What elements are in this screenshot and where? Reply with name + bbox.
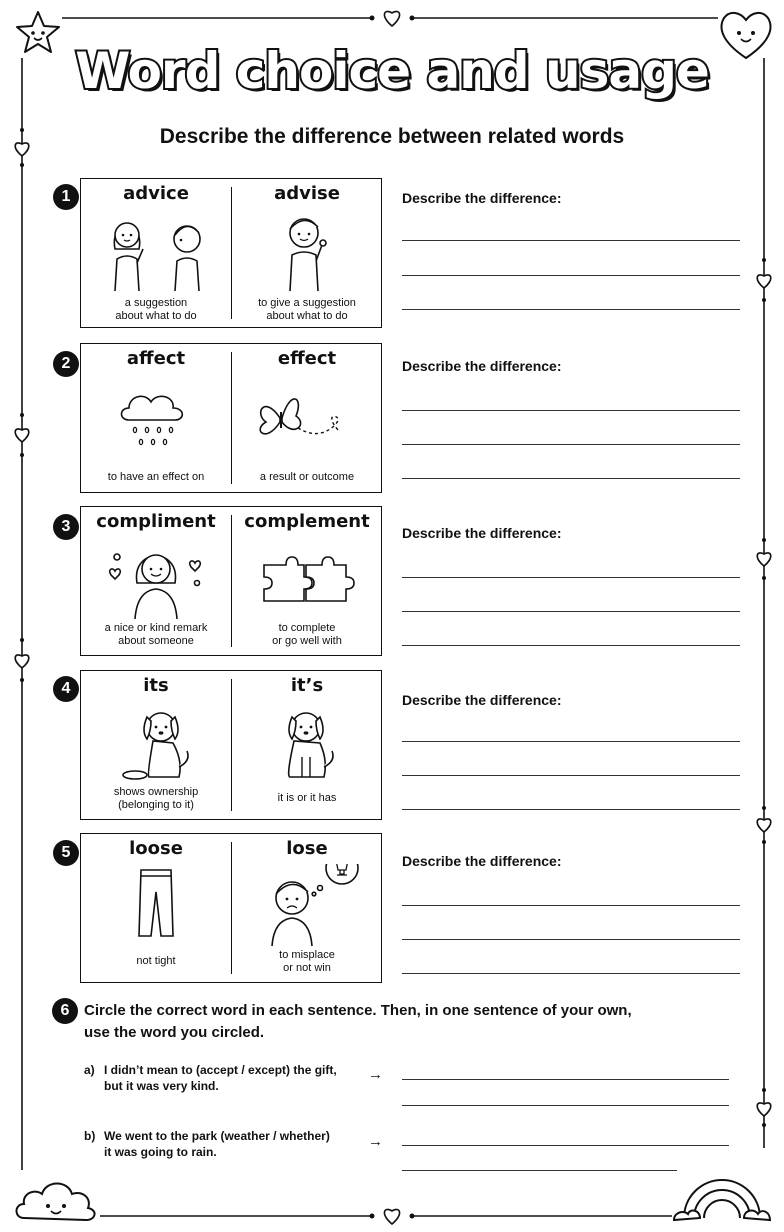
answer-line[interactable] (402, 611, 740, 612)
describe-prompt: Describe the difference: (402, 692, 562, 708)
word-card-1 (80, 178, 382, 328)
sad-boy-trophy-icon (242, 864, 372, 946)
word-left: advice (123, 183, 189, 204)
page-title: Word choice and usage (75, 42, 709, 100)
definition-line: about someone (118, 635, 194, 647)
answer-line[interactable] (402, 275, 740, 276)
girl-and-boy-icon (91, 209, 221, 291)
dog-with-bowl-icon (91, 701, 221, 783)
answer-line[interactable] (402, 775, 740, 776)
word-left: its (143, 675, 169, 696)
item-label: a) (84, 1063, 95, 1077)
boy-pointing-icon (242, 209, 372, 291)
answer-line[interactable] (402, 809, 740, 810)
question-number: 2 (53, 351, 79, 377)
describe-prompt: Describe the difference: (402, 190, 562, 206)
arrow-icon: → (368, 1133, 383, 1150)
word-card-3 (80, 506, 382, 656)
word-right: complement (244, 511, 370, 532)
word-right: lose (286, 838, 328, 859)
answer-line[interactable] (402, 741, 740, 742)
definition-line: a suggestion (124, 297, 188, 309)
word-left: loose (129, 838, 183, 859)
definition-line: to complete (278, 622, 336, 634)
definition-line: shows ownership (113, 786, 199, 798)
answer-line[interactable] (402, 1170, 677, 1171)
answer-line[interactable] (402, 478, 740, 479)
word-right: effect (277, 348, 337, 369)
loose-pants-icon (91, 864, 221, 946)
sentence-line: it was going to rain. (104, 1145, 217, 1159)
rain-cloud-icon (91, 374, 221, 456)
word-card-5 (80, 833, 382, 983)
question-number: 5 (53, 840, 79, 866)
answer-line[interactable] (402, 645, 740, 646)
answer-line[interactable] (402, 905, 740, 906)
sentence-line: I didn’t mean to (accept / except) the gift, (104, 1063, 337, 1077)
question-number: 1 (53, 184, 79, 210)
definition-line: (belonging to it) (118, 799, 194, 811)
question-number: 3 (53, 514, 79, 540)
instruction-line: use the word you circled. (84, 1024, 265, 1041)
sitting-dog-icon (242, 701, 372, 783)
word-left: affect (126, 348, 186, 369)
instruction-line: Circle the correct word in each sentence. Then, in one sentence of your own, (84, 1002, 632, 1019)
item-label: b) (84, 1129, 96, 1143)
definition-line: a nice or kind remark (104, 622, 208, 634)
describe-prompt: Describe the difference: (402, 525, 562, 541)
answer-line[interactable] (402, 410, 740, 411)
section-6-instruction (60, 1000, 684, 1044)
answer-line[interactable] (402, 240, 740, 241)
sentence-line: We went to the park (weather / whether) (104, 1129, 330, 1143)
question-number: 4 (53, 676, 79, 702)
definition-line: to have an effect on (107, 471, 205, 483)
question-number: 6 (52, 998, 78, 1024)
definition-line: or go well with (272, 635, 342, 647)
answer-line[interactable] (402, 973, 740, 974)
definition-line: about what to do (266, 310, 348, 322)
describe-prompt: Describe the difference: (402, 358, 562, 374)
rainbow-icon (672, 1154, 772, 1226)
answer-line[interactable] (402, 444, 740, 445)
definition-line: about what to do (115, 310, 197, 322)
describe-prompt: Describe the difference: (402, 853, 562, 869)
answer-line[interactable] (402, 577, 740, 578)
definition-line: a result or outcome (259, 471, 355, 483)
word-right: it’s (290, 675, 324, 696)
definition-line: or not win (283, 962, 331, 974)
word-left: compliment (96, 511, 216, 532)
page-subtitle: Describe the difference between related words (159, 125, 625, 148)
sentence-line: but it was very kind. (104, 1079, 219, 1093)
cloud-face-icon (10, 1166, 102, 1226)
answer-line[interactable] (402, 309, 740, 310)
definition-line: it is or it has (277, 792, 337, 804)
smiling-girl-icon (91, 537, 221, 619)
definition-line: to misplace (279, 949, 335, 961)
puzzle-pieces-icon (242, 537, 372, 619)
word-right: advise (274, 183, 340, 204)
word-card-4 (80, 670, 382, 820)
definition-line: not tight (136, 955, 176, 967)
answer-line[interactable] (402, 1079, 729, 1080)
answer-line[interactable] (402, 1145, 729, 1146)
definition-line: to give a suggestion (258, 297, 356, 309)
butterfly-icon (242, 374, 372, 456)
answer-line[interactable] (402, 939, 740, 940)
arrow-icon: → (368, 1066, 383, 1083)
answer-line[interactable] (402, 1105, 729, 1106)
word-card-2 (80, 343, 382, 493)
